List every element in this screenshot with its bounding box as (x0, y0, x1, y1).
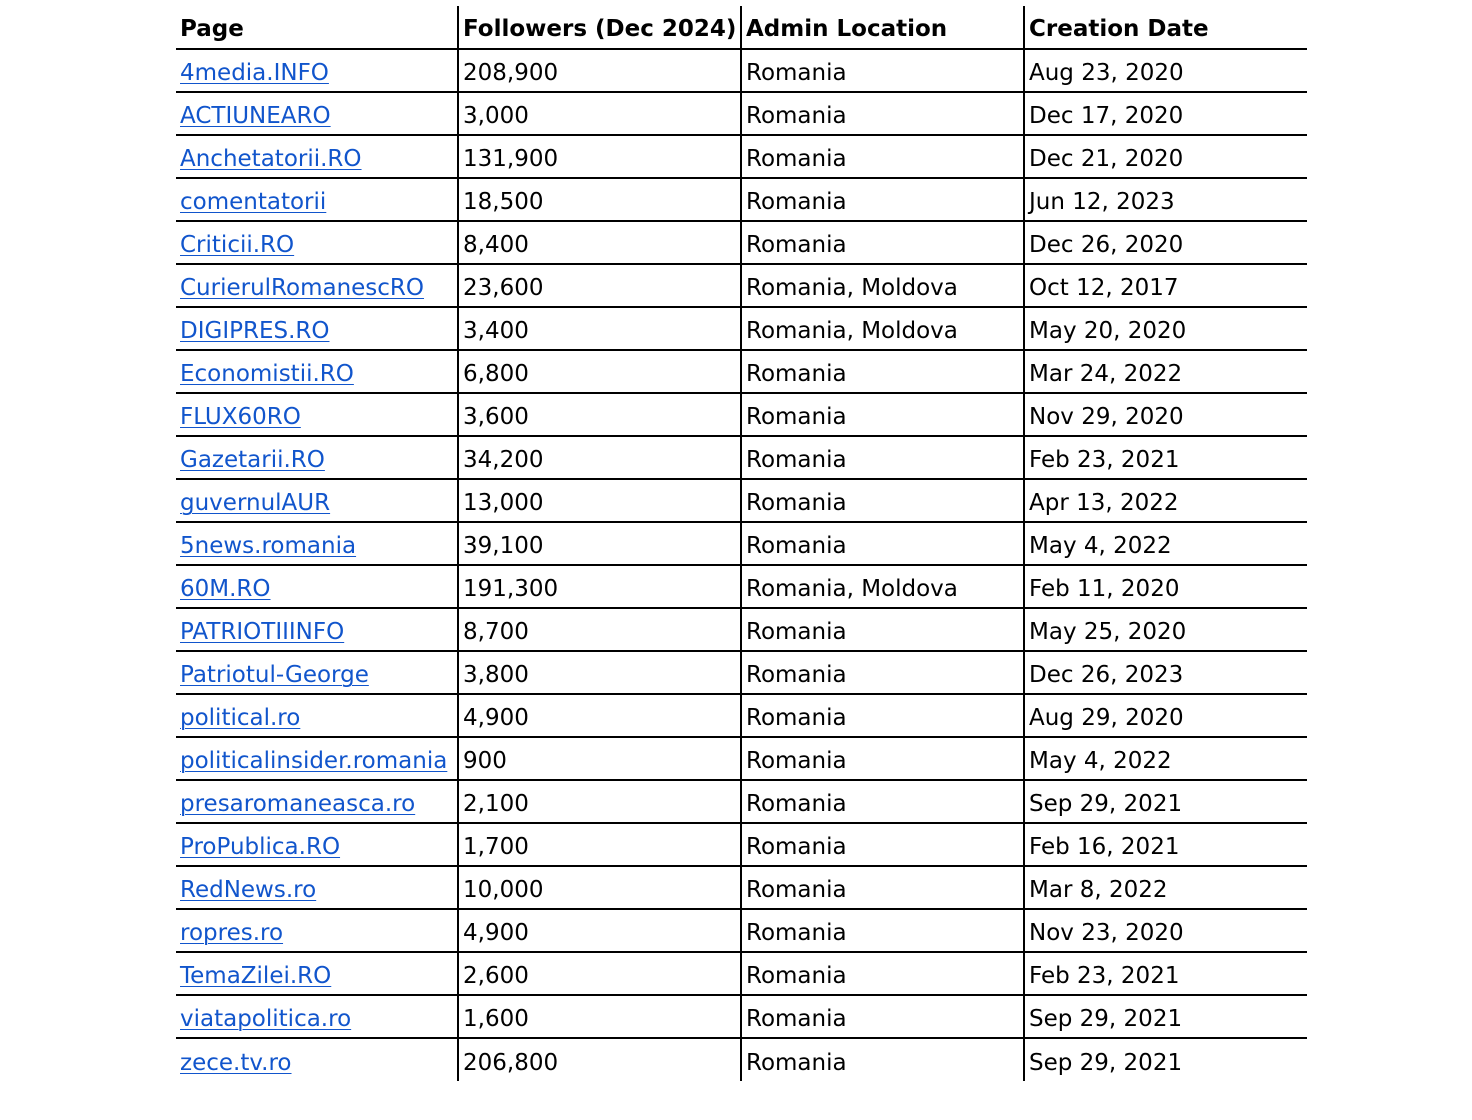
page-cell (176, 694, 458, 737)
admin-location-cell: Romania (741, 651, 1024, 694)
admin-location-cell: Romania (741, 522, 1024, 565)
page-cell (176, 1038, 458, 1081)
creation-date-cell: Feb 11, 2020 (1024, 565, 1307, 608)
page-link[interactable]: DIGIPRES.RO (180, 318, 330, 344)
column-header-creation-date: Creation Date (1024, 6, 1307, 49)
column-header-admin-location: Admin Location (741, 6, 1024, 49)
creation-date-cell: May 4, 2022 (1024, 737, 1307, 780)
table-body (176, 49, 1307, 1081)
table-row (176, 780, 1307, 823)
admin-location-cell: Romania (741, 952, 1024, 995)
creation-date-cell: Feb 23, 2021 (1024, 436, 1307, 479)
followers-cell: 39,100 (458, 522, 741, 565)
table-row (176, 522, 1307, 565)
admin-location-cell: Romania (741, 823, 1024, 866)
page-cell (176, 135, 458, 178)
page-link[interactable]: Patriotul-George (180, 662, 369, 688)
header-row (176, 6, 1307, 49)
admin-location-cell: Romania (741, 135, 1024, 178)
page-cell (176, 651, 458, 694)
followers-cell: 131,900 (458, 135, 741, 178)
page-link[interactable]: zece.tv.ro (180, 1050, 292, 1076)
creation-date-cell: Nov 29, 2020 (1024, 393, 1307, 436)
page-link[interactable]: TemaZilei.RO (180, 963, 332, 989)
page-link[interactable]: politicalinsider.romania (180, 748, 448, 774)
page-cell (176, 393, 458, 436)
admin-location-cell: Romania, Moldova (741, 307, 1024, 350)
page-link[interactable]: Criticii.RO (180, 232, 295, 258)
creation-date-cell: Sep 29, 2021 (1024, 780, 1307, 823)
admin-location-cell: Romania, Moldova (741, 565, 1024, 608)
creation-date-cell: Oct 12, 2017 (1024, 264, 1307, 307)
admin-location-cell: Romania (741, 92, 1024, 135)
table-row (176, 221, 1307, 264)
page-link[interactable]: Economistii.RO (180, 361, 354, 387)
page-cell (176, 522, 458, 565)
admin-location-cell: Romania (741, 479, 1024, 522)
followers-cell: 900 (458, 737, 741, 780)
admin-location-cell: Romania (741, 995, 1024, 1038)
creation-date-cell: Dec 26, 2023 (1024, 651, 1307, 694)
column-header-page: Page (176, 6, 458, 49)
table-row (176, 737, 1307, 780)
page-cell (176, 737, 458, 780)
page-cell (176, 952, 458, 995)
page-cell (176, 479, 458, 522)
table-row (176, 1038, 1307, 1081)
table-row (176, 135, 1307, 178)
table-row (176, 651, 1307, 694)
followers-cell: 6,800 (458, 350, 741, 393)
page-link[interactable]: 60M.RO (180, 576, 271, 602)
followers-cell: 3,400 (458, 307, 741, 350)
followers-cell: 8,700 (458, 608, 741, 651)
followers-cell: 3,600 (458, 393, 741, 436)
admin-location-cell: Romania, Moldova (741, 264, 1024, 307)
followers-cell: 191,300 (458, 565, 741, 608)
page-cell (176, 178, 458, 221)
page-link[interactable]: CurierulRomanescRO (180, 275, 425, 301)
followers-cell: 3,800 (458, 651, 741, 694)
followers-cell: 2,100 (458, 780, 741, 823)
creation-date-cell: Aug 23, 2020 (1024, 49, 1307, 92)
page-link[interactable]: 4media.INFO (180, 60, 329, 86)
admin-location-cell: Romania (741, 866, 1024, 909)
admin-location-cell: Romania (741, 49, 1024, 92)
creation-date-cell: Feb 16, 2021 (1024, 823, 1307, 866)
followers-cell: 3,000 (458, 92, 741, 135)
table-row (176, 565, 1307, 608)
table-row (176, 92, 1307, 135)
page-link[interactable]: PATRIOTIIINFO (180, 619, 345, 645)
table-row (176, 909, 1307, 952)
table-row (176, 823, 1307, 866)
table-row (176, 178, 1307, 221)
page-link[interactable]: RedNews.ro (180, 877, 317, 903)
table-row (176, 479, 1307, 522)
admin-location-cell: Romania (741, 393, 1024, 436)
followers-cell: 208,900 (458, 49, 741, 92)
page-cell (176, 436, 458, 479)
page-link[interactable]: Anchetatorii.RO (180, 146, 362, 172)
followers-cell: 206,800 (458, 1038, 741, 1081)
page-cell (176, 49, 458, 92)
creation-date-cell: Dec 26, 2020 (1024, 221, 1307, 264)
followers-cell: 34,200 (458, 436, 741, 479)
admin-location-cell: Romania (741, 436, 1024, 479)
followers-cell: 18,500 (458, 178, 741, 221)
page-cell (176, 823, 458, 866)
page-link[interactable]: ProPublica.RO (180, 834, 341, 860)
pages-table (176, 6, 1307, 1081)
creation-date-cell: Jun 12, 2023 (1024, 178, 1307, 221)
page-cell (176, 264, 458, 307)
page-cell (176, 866, 458, 909)
followers-cell: 2,600 (458, 952, 741, 995)
admin-location-cell: Romania (741, 1038, 1024, 1081)
creation-date-cell: Feb 23, 2021 (1024, 952, 1307, 995)
creation-date-cell: Sep 29, 2021 (1024, 995, 1307, 1038)
page-link[interactable]: 5news.romania (180, 533, 357, 559)
table-row (176, 866, 1307, 909)
followers-cell: 1,700 (458, 823, 741, 866)
creation-date-cell: Nov 23, 2020 (1024, 909, 1307, 952)
page-cell (176, 221, 458, 264)
creation-date-cell: May 25, 2020 (1024, 608, 1307, 651)
admin-location-cell: Romania (741, 909, 1024, 952)
page-link[interactable]: political.ro (180, 705, 301, 731)
followers-cell: 23,600 (458, 264, 741, 307)
admin-location-cell: Romania (741, 780, 1024, 823)
table-row (176, 393, 1307, 436)
admin-location-cell: Romania (741, 178, 1024, 221)
followers-cell: 8,400 (458, 221, 741, 264)
page-cell (176, 565, 458, 608)
creation-date-cell: Mar 8, 2022 (1024, 866, 1307, 909)
creation-date-cell: May 20, 2020 (1024, 307, 1307, 350)
admin-location-cell: Romania (741, 221, 1024, 264)
page-cell (176, 995, 458, 1038)
page-cell (176, 307, 458, 350)
table-row (176, 995, 1307, 1038)
table-row (176, 952, 1307, 995)
followers-cell: 4,900 (458, 694, 741, 737)
page-cell (176, 608, 458, 651)
table-row (176, 49, 1307, 92)
page-link[interactable]: presaromaneasca.ro (180, 791, 416, 817)
creation-date-cell: Apr 13, 2022 (1024, 479, 1307, 522)
admin-location-cell: Romania (741, 694, 1024, 737)
table-row (176, 350, 1307, 393)
page-link[interactable]: comentatorii (180, 189, 327, 215)
page-cell (176, 92, 458, 135)
creation-date-cell: Dec 17, 2020 (1024, 92, 1307, 135)
table-row (176, 264, 1307, 307)
page-cell (176, 909, 458, 952)
admin-location-cell: Romania (741, 350, 1024, 393)
table-row (176, 694, 1307, 737)
followers-cell: 10,000 (458, 866, 741, 909)
page-cell (176, 350, 458, 393)
followers-cell: 1,600 (458, 995, 741, 1038)
page-cell (176, 780, 458, 823)
page-link[interactable]: ACTIUNEARO (180, 103, 331, 129)
column-header-followers: Followers (Dec 2024) (458, 6, 741, 49)
page-link[interactable]: ropres.ro (180, 920, 284, 946)
creation-date-cell: May 4, 2022 (1024, 522, 1307, 565)
creation-date-cell: Sep 29, 2021 (1024, 1038, 1307, 1081)
table-row (176, 436, 1307, 479)
table-row (176, 608, 1307, 651)
creation-date-cell: Mar 24, 2022 (1024, 350, 1307, 393)
admin-location-cell: Romania (741, 737, 1024, 780)
followers-cell: 13,000 (458, 479, 741, 522)
page-link[interactable]: viatapolitica.ro (180, 1006, 352, 1032)
creation-date-cell: Aug 29, 2020 (1024, 694, 1307, 737)
followers-cell: 4,900 (458, 909, 741, 952)
creation-date-cell: Dec 21, 2020 (1024, 135, 1307, 178)
page-link[interactable]: FLUX60RO (180, 404, 301, 430)
page-link[interactable]: Gazetarii.RO (180, 447, 325, 473)
page-link[interactable]: guvernulAUR (180, 490, 331, 516)
admin-location-cell: Romania (741, 608, 1024, 651)
table-row (176, 307, 1307, 350)
